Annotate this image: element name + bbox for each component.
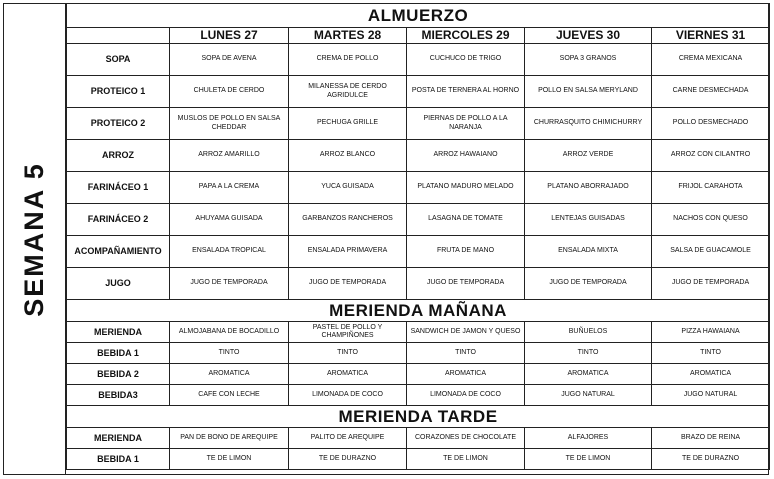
menu-row-merienda xyxy=(67,428,770,449)
row-label: PROTEICO 2 xyxy=(67,108,170,140)
row-label: ACOMPAÑAMIENTO xyxy=(67,236,170,268)
menu-row-bebida3 xyxy=(67,385,770,406)
row-label: MERIENDA xyxy=(67,428,170,449)
menu-cell: TE DE LIMON xyxy=(407,449,525,470)
menu-cell: AROMATICA xyxy=(170,364,289,385)
menu-cell: CHULETA DE CERDO xyxy=(170,76,289,108)
menu-cell: CREMA MEXICANA xyxy=(652,44,770,76)
day-header-jueves-30: JUEVES 30 xyxy=(525,28,652,44)
menu-cell: CHURRASQUITO CHIMICHURRY xyxy=(525,108,652,140)
row-label: MERIENDA xyxy=(67,322,170,343)
menu-row-merienda xyxy=(67,322,770,343)
row-label: FARINÁCEO 1 xyxy=(67,172,170,204)
row-label: BEBIDA3 xyxy=(67,385,170,406)
menu-row-proteico-1 xyxy=(67,76,770,108)
menu-cell: ARROZ VERDE xyxy=(525,140,652,172)
menu-cell: ARROZ BLANCO xyxy=(289,140,407,172)
menu-cell: MILANESSA DE CERDO AGRIDULCE xyxy=(289,76,407,108)
week-label-column xyxy=(3,3,66,475)
menu-cell: SOPA 3 GRANOS xyxy=(525,44,652,76)
menu-cell: TE DE DURAZNO xyxy=(289,449,407,470)
menu-cell: TINTO xyxy=(170,343,289,364)
menu-table-body xyxy=(67,4,770,470)
row-label: BEBIDA 1 xyxy=(67,449,170,470)
menu-cell: CAFE CON LECHE xyxy=(170,385,289,406)
menu-cell: BRAZO DE REINA xyxy=(652,428,770,449)
menu-cell: TE DE LIMON xyxy=(525,449,652,470)
menu-cell: AROMATICA xyxy=(289,364,407,385)
section-header-row xyxy=(67,406,770,428)
menu-cell: POSTA DE TERNERA AL HORNO xyxy=(407,76,525,108)
menu-cell: AHUYAMA GUISADA xyxy=(170,204,289,236)
menu-cell: PALITO DE AREQUIPE xyxy=(289,428,407,449)
menu-row-jugo xyxy=(67,268,770,300)
menu-cell: CARNE DESMECHADA xyxy=(652,76,770,108)
menu-cell: ARROZ AMARILLO xyxy=(170,140,289,172)
menu-cell: JUGO NATURAL xyxy=(525,385,652,406)
menu-cell: TINTO xyxy=(525,343,652,364)
menu-cell: ENSALADA MIXTA xyxy=(525,236,652,268)
menu-cell: TE DE DURAZNO xyxy=(652,449,770,470)
menu-cell: FRUTA DE MANO xyxy=(407,236,525,268)
menu-cell: BUÑUELOS xyxy=(525,322,652,343)
menu-cell: LIMONADA DE COCO xyxy=(407,385,525,406)
menu-cell: CUCHUCO DE TRIGO xyxy=(407,44,525,76)
menu-cell: JUGO DE TEMPORADA xyxy=(652,268,770,300)
menu-cell: PAN DE BONO DE AREQUIPE xyxy=(170,428,289,449)
menu-cell: ENSALADA PRIMAVERA xyxy=(289,236,407,268)
menu-row-arroz xyxy=(67,140,770,172)
menu-cell: ARROZ CON CILANTRO xyxy=(652,140,770,172)
menu-cell: AROMATICA xyxy=(652,364,770,385)
menu-cell: PECHUGA GRILLE xyxy=(289,108,407,140)
menu-row-bebida-2 xyxy=(67,364,770,385)
day-header-lunes-27: LUNES 27 xyxy=(170,28,289,44)
menu-row-farinaceo-2 xyxy=(67,204,770,236)
row-label: JUGO xyxy=(67,268,170,300)
menu-row-bebida-1 xyxy=(67,343,770,364)
menu-cell: CREMA DE POLLO xyxy=(289,44,407,76)
menu-cell: PAPA A LA CREMA xyxy=(170,172,289,204)
day-header-viernes-31: VIERNES 31 xyxy=(652,28,770,44)
menu-cell: JUGO DE TEMPORADA xyxy=(170,268,289,300)
menu-cell: PLATANO ABORRAJADO xyxy=(525,172,652,204)
menu-cell: YUCA GUISADA xyxy=(289,172,407,204)
menu-cell: ALMOJABANA DE BOCADILLO xyxy=(170,322,289,343)
row-label: PROTEICO 1 xyxy=(67,76,170,108)
menu-cell: PIERNAS DE POLLO A LA NARANJA xyxy=(407,108,525,140)
menu-cell: JUGO DE TEMPORADA xyxy=(289,268,407,300)
menu-cell: ARROZ HAWAIANO xyxy=(407,140,525,172)
menu-row-farinaceo-1 xyxy=(67,172,770,204)
row-label: BEBIDA 2 xyxy=(67,364,170,385)
menu-table xyxy=(66,3,770,470)
menu-cell: PIZZA HAWAIANA xyxy=(652,322,770,343)
day-header-miercoles-29: MIERCOLES 29 xyxy=(407,28,525,44)
menu-cell: TINTO xyxy=(407,343,525,364)
section-title-merienda-manana: MERIENDA MAÑANA xyxy=(67,300,770,322)
menu-cell: AROMATICA xyxy=(525,364,652,385)
menu-cell: SALSA DE GUACAMOLE xyxy=(652,236,770,268)
menu-cell: TE DE LIMON xyxy=(170,449,289,470)
menu-row-bebida-1 xyxy=(67,449,770,470)
menu-cell: PASTEL DE POLLO Y CHAMPIÑONES xyxy=(289,322,407,343)
menu-cell: LENTEJAS GUISADAS xyxy=(525,204,652,236)
menu-cell: ALFAJORES xyxy=(525,428,652,449)
day-header-row xyxy=(67,28,770,44)
row-label: SOPA xyxy=(67,44,170,76)
menu-cell: GARBANZOS RANCHEROS xyxy=(289,204,407,236)
menu-cell: JUGO DE TEMPORADA xyxy=(525,268,652,300)
menu-cell: SOPA DE AVENA xyxy=(170,44,289,76)
section-header-row xyxy=(67,4,770,28)
menu-cell: TINTO xyxy=(652,343,770,364)
menu-cell: JUGO DE TEMPORADA xyxy=(407,268,525,300)
menu-row-sopa xyxy=(67,44,770,76)
section-title-almuerzo: ALMUERZO xyxy=(67,4,770,28)
menu-cell: SANDWICH DE JAMON Y QUESO xyxy=(407,322,525,343)
menu-cell: POLLO EN SALSA MERYLAND xyxy=(525,76,652,108)
menu-row-acompanamiento xyxy=(67,236,770,268)
menu-cell: JUGO NATURAL xyxy=(652,385,770,406)
menu-cell: MUSLOS DE POLLO EN SALSA CHEDDAR xyxy=(170,108,289,140)
menu-cell: NACHOS CON QUESO xyxy=(652,204,770,236)
menu-cell: ENSALADA TROPICAL xyxy=(170,236,289,268)
section-header-row xyxy=(67,300,770,322)
menu-cell: POLLO DESMECHADO xyxy=(652,108,770,140)
menu-cell: AROMATICA xyxy=(407,364,525,385)
row-label: ARROZ xyxy=(67,140,170,172)
day-header-martes-28: MARTES 28 xyxy=(289,28,407,44)
menu-row-proteico-2 xyxy=(67,108,770,140)
menu-cell: LIMONADA DE COCO xyxy=(289,385,407,406)
row-label: FARINÁCEO 2 xyxy=(67,204,170,236)
section-title-merienda-tarde: MERIENDA TARDE xyxy=(67,406,770,428)
week-label: SEMANA 5 xyxy=(18,161,49,317)
menu-cell: TINTO xyxy=(289,343,407,364)
day-header-corner xyxy=(67,28,170,44)
menu-cell: LASAGNA DE TOMATE xyxy=(407,204,525,236)
menu-cell: CORAZONES DE CHOCOLATE xyxy=(407,428,525,449)
row-label: BEBIDA 1 xyxy=(67,343,170,364)
menu-cell: PLATANO MADURO MELADO xyxy=(407,172,525,204)
menu-cell: FRIJOL CARAHOTA xyxy=(652,172,770,204)
